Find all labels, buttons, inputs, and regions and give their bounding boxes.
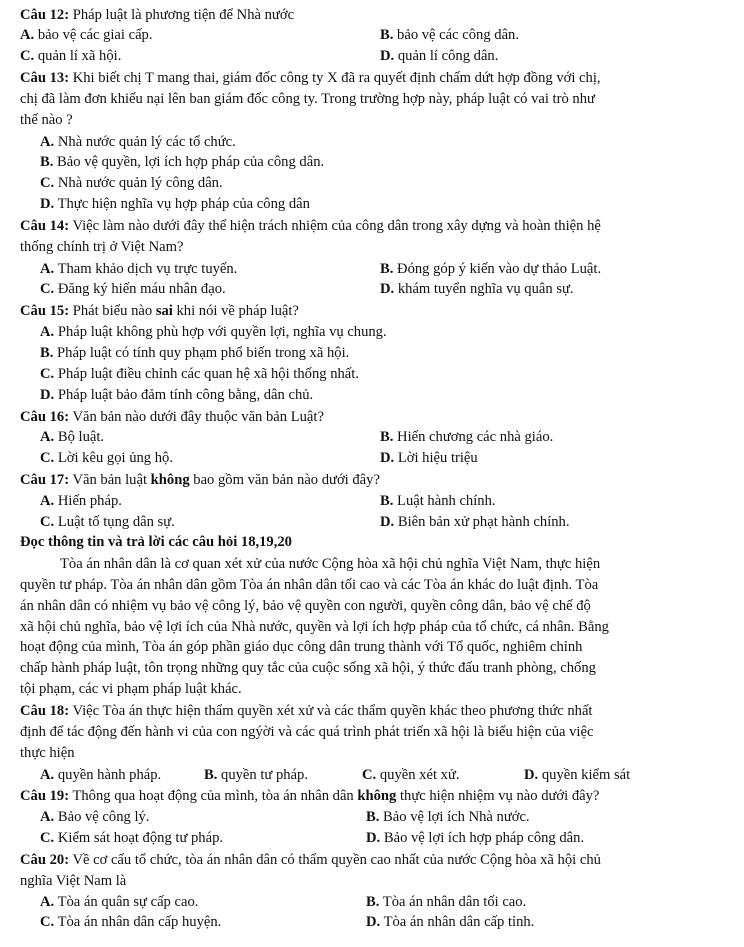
q18-option-b-text: quyền tư pháp. — [217, 766, 308, 783]
q17-option-b — [380, 493, 496, 511]
q18-option-d-letter: D. — [524, 766, 539, 783]
q19-option-c-letter: C. — [40, 830, 55, 847]
q13-stem-line-2: chị đã làm đơn khiếu nại lên ban giám đốc công ty. Trong trường hợp này, pháp luật có vai trò như — [20, 90, 595, 107]
q19-stem — [20, 788, 599, 806]
q13-option-c — [40, 175, 223, 193]
q16-option-d-text: Lời hiệu triệu — [394, 450, 478, 467]
q15-option-a-letter: A. — [40, 324, 55, 341]
q20-option-c-text: Tòa án nhân dân cấp huyện. — [54, 914, 222, 931]
q14-option-d — [380, 281, 574, 299]
q17-option-a-letter: A. — [40, 492, 55, 509]
q18-stem-line-3: thực hiện — [20, 744, 75, 761]
q16-option-d — [380, 450, 478, 468]
q12-option-d-letter: D. — [380, 48, 395, 65]
q13-option-c-text: Nhà nước quản lý công dân. — [54, 175, 223, 192]
q16-label: Câu 16: — [20, 408, 70, 425]
q14-label: Câu 14: — [20, 217, 70, 234]
q16-option-a — [40, 429, 104, 447]
q18-stem-text-1: Việc Tòa án thực hiện thẩm quyền xét xử và các thẩm quyền khác theo phương thức nhất — [69, 703, 593, 719]
q17-option-c-letter: C. — [40, 513, 55, 530]
q19-option-a-letter: A. — [40, 809, 55, 826]
q18-stem-line-2: định để tác động đến hành vi của con ngýời và các quá trình phát triển xã hội là biểu hiện của việc — [20, 723, 594, 740]
q16-option-b-letter: B. — [380, 429, 394, 446]
q17-option-a-text: Hiến pháp. — [54, 492, 122, 509]
q19-option-a — [40, 809, 149, 827]
q12-option-a — [20, 27, 153, 45]
q20-option-b-letter: B. — [366, 893, 380, 910]
q14-option-b — [380, 261, 601, 279]
q14-option-d-letter: D. — [380, 281, 395, 298]
q15-option-b — [40, 345, 349, 363]
q19-stem-before: Thông qua hoạt động của mình, tòa án nhân dân — [69, 788, 358, 805]
q13-option-b-text: Bảo vệ quyền, lợi ích hợp pháp của công dân. — [53, 154, 325, 171]
q15-option-d — [40, 387, 313, 405]
q17-option-d-letter: D. — [380, 513, 395, 530]
reading-line-1: Tòa án nhân dân là cơ quan xét xử của nước Cộng hòa xã hội chủ nghĩa Việt Nam, thực hiện — [60, 556, 601, 573]
q13-option-a — [40, 134, 236, 152]
q19-option-a-text: Bảo vệ công lý. — [54, 809, 150, 826]
q18-option-d — [524, 767, 630, 785]
q14-option-d-text: khám tuyển nghĩa vụ quân sự. — [394, 281, 574, 298]
q14-stem-text-1: Việc làm nào dưới đây thể hiện trách nhiệm của công dân trong xây dựng và hoàn thiện hệ — [69, 217, 601, 234]
q17-stem-after: bao gồm văn bản nào dưới đây? — [189, 472, 380, 489]
q18-label: Câu 18: — [20, 703, 70, 719]
q20-option-a-text: Tòa án quân sự cấp cao. — [54, 893, 199, 910]
q19-stem-after: thực hiện nhiệm vụ nào dưới đây? — [396, 788, 600, 805]
q19-option-d — [366, 830, 584, 848]
q15-option-c-letter: C. — [40, 365, 55, 382]
q20-option-b — [366, 894, 526, 912]
q15-stem-before: Phát biểu nào — [69, 303, 156, 320]
q17-option-d-text: Biên bản xử phạt hành chính. — [394, 513, 570, 530]
q19-option-b-text: Bảo vệ lợi ích Nhà nước. — [379, 809, 530, 826]
q13-option-d-letter: D. — [40, 196, 55, 213]
q12-option-d — [380, 48, 498, 66]
q16-option-b — [380, 429, 553, 447]
q17-label: Câu 17: — [20, 472, 70, 489]
q13-stem-text-1: Khi biết chị T mang thai, giám đốc công ty X đã ra quyết định chấm dứt hợp đồng với chị, — [69, 70, 601, 87]
q15-option-b-letter: B. — [40, 344, 54, 361]
q17-stem-before: Văn bản luật — [69, 472, 151, 489]
q19-option-b — [366, 809, 530, 827]
q12-stem — [20, 7, 294, 25]
q13-stem-line-3: thế nào ? — [20, 111, 73, 128]
q15-option-c-text: Pháp luật điều chỉnh các quan hệ xã hội thống nhất. — [54, 365, 359, 382]
q20-option-c — [40, 914, 221, 932]
q14-option-a — [40, 261, 237, 279]
q15-option-a-text: Pháp luật không phù hợp với quyền lợi, nghĩa vụ chung. — [54, 324, 387, 341]
reading-heading-text: Đọc thông tin và trả lời các câu hỏi 18,19,20 — [20, 534, 292, 551]
reading-line-2: quyền tư pháp. Tòa án nhân dân gồm Tòa án nhân dân tối cao và các Tòa án khác do luật định. Tòa — [20, 577, 599, 594]
q14-stem-line-1 — [20, 218, 601, 236]
q14-option-a-text: Tham khảo dịch vụ trực tuyến. — [54, 260, 238, 277]
q18-option-d-text: quyền kiểm sát — [538, 766, 631, 783]
q17-option-c — [40, 514, 175, 532]
q13-option-c-letter: C. — [40, 175, 55, 192]
q12-option-c-letter: C. — [20, 48, 35, 65]
q16-option-a-text: Bộ luật. — [54, 429, 105, 446]
q19-label: Câu 19: — [20, 788, 70, 805]
q18-option-a-text: quyền hành pháp. — [54, 766, 162, 783]
q18-stem-line-1 — [20, 703, 593, 721]
q19-option-d-letter: D. — [366, 830, 381, 847]
q13-option-a-letter: A. — [40, 133, 55, 150]
q15-option-a — [40, 324, 387, 342]
q16-option-c — [40, 450, 173, 468]
q20-option-d-text: Tòa án nhân dân cấp tỉnh. — [380, 914, 535, 931]
q16-option-c-letter: C. — [40, 450, 55, 467]
q13-option-d — [40, 196, 310, 214]
q13-option-b-letter: B. — [40, 154, 54, 171]
q20-option-a — [40, 894, 198, 912]
q16-option-a-letter: A. — [40, 429, 55, 446]
q17-option-b-text: Luật hành chính. — [393, 492, 496, 509]
q15-option-b-text: Pháp luật có tính quy phạm phổ biến trong xã hội. — [53, 344, 350, 361]
q19-option-c-text: Kiểm sát hoạt động tư pháp. — [54, 830, 224, 847]
q17-option-c-text: Luật tố tụng dân sự. — [54, 513, 175, 530]
q14-option-c-letter: C. — [40, 281, 55, 298]
q20-stem-line-2: nghĩa Việt Nam là — [20, 872, 127, 889]
q14-option-b-letter: B. — [380, 260, 394, 277]
q12-option-a-text: bảo vệ các giai cấp. — [34, 27, 153, 44]
q18-option-b — [204, 767, 308, 785]
q12-option-b-text: bảo vệ các công dân. — [393, 27, 519, 44]
q12-option-b — [380, 27, 519, 45]
q14-option-c — [40, 281, 226, 299]
q16-option-b-text: Hiến chương các nhà giáo. — [393, 429, 554, 446]
q12-option-a-letter: A. — [20, 27, 35, 44]
q12-option-d-text: quản lí công dân. — [394, 48, 499, 65]
q17-option-b-letter: B. — [380, 492, 394, 509]
q16-stem — [20, 409, 324, 427]
q16-option-c-text: Lời kêu gọi ủng hộ. — [54, 450, 173, 467]
q15-label: Câu 15: — [20, 303, 70, 320]
q13-option-b — [40, 154, 324, 172]
q18-option-a-letter: A. — [40, 766, 55, 783]
q19-stem-emphasis: không — [357, 788, 397, 805]
q18-option-c-letter: C. — [362, 766, 377, 783]
q12-stem-text: Pháp luật là phương tiện để Nhà nước — [69, 6, 295, 23]
reading-line-4: xã hội chủ nghĩa, bảo vệ lợi ích của Nhà nước, quyền và lợi ích hợp pháp của tổ chức, cá nhân. Bằng — [20, 618, 609, 635]
reading-heading — [20, 534, 292, 552]
q20-option-b-text: Tòa án nhân dân tối cao. — [379, 893, 527, 910]
q15-option-d-text: Pháp luật bảo đảm tính công bằng, dân chủ. — [54, 386, 314, 403]
q20-option-d-letter: D. — [366, 914, 381, 931]
q17-option-a — [40, 493, 122, 511]
q17-option-d — [380, 514, 570, 532]
reading-line-3: án nhân dân có nhiệm vụ bảo vệ công lý, bảo vệ quyền con người, quyền công dân, bảo vệ chế độ — [20, 597, 591, 614]
q18-option-a — [40, 767, 161, 785]
q15-option-d-letter: D. — [40, 386, 55, 403]
q20-stem-text-1: Về cơ cấu tổ chức, tòa án nhân dân có thẩm quyền cao nhất của nước Cộng hòa xã hội chủ — [69, 851, 601, 868]
q12-label: Câu 12: — [20, 6, 70, 23]
q13-stem-line-1 — [20, 70, 601, 88]
q12-option-c — [20, 48, 121, 66]
q16-option-d-letter: D. — [380, 450, 395, 467]
reading-line-6: chấp hành pháp luật, tôn trọng những quy tắc của cuộc sống xã hội, ý thức đấu tranh phòng, chống — [20, 660, 596, 677]
q20-option-c-letter: C. — [40, 914, 55, 931]
q19-option-d-text: Bảo vệ lợi ích hợp pháp công dân. — [380, 830, 585, 847]
q20-option-a-letter: A. — [40, 893, 55, 910]
q20-option-d — [366, 914, 534, 932]
q20-stem-line-1 — [20, 852, 601, 870]
q18-option-c-text: quyền xét xử. — [376, 766, 460, 783]
q14-option-c-text: Đăng ký hiến máu nhân đạo. — [54, 281, 226, 298]
q14-option-a-letter: A. — [40, 260, 55, 277]
q19-option-b-letter: B. — [366, 809, 380, 826]
reading-line-5: hoạt động của mình, Tòa án góp phần giáo dục công dân trung thành với Tổ quốc, nghiêm chỉnh — [20, 639, 583, 656]
q15-stem-emphasis: sai — [155, 303, 173, 320]
reading-line-7: tội phạm, các vi phạm pháp luật khác. — [20, 681, 242, 698]
q15-stem-after: khi nói về pháp luật? — [172, 303, 299, 320]
q15-stem — [20, 303, 299, 321]
q14-option-b-text: Đóng góp ý kiến vào dự thảo Luật. — [393, 260, 602, 277]
q12-option-c-text: quản lí xã hội. — [34, 48, 122, 65]
q18-option-b-letter: B. — [204, 766, 218, 783]
q16-stem-text: Văn bản nào dưới đây thuộc văn bản Luật? — [69, 408, 324, 425]
q19-option-c — [40, 830, 223, 848]
q15-option-c — [40, 366, 359, 384]
q17-stem — [20, 472, 380, 490]
q17-stem-emphasis: không — [150, 472, 190, 489]
q20-label: Câu 20: — [20, 851, 70, 868]
q13-option-a-text: Nhà nước quản lý các tổ chức. — [54, 133, 236, 150]
q14-stem-line-2: thống chính trị ở Việt Nam? — [20, 238, 184, 255]
q12-option-b-letter: B. — [380, 27, 394, 44]
q13-option-d-text: Thực hiện nghĩa vụ hợp pháp của công dân — [54, 196, 310, 213]
q13-label: Câu 13: — [20, 70, 70, 87]
q18-option-c — [362, 767, 460, 785]
